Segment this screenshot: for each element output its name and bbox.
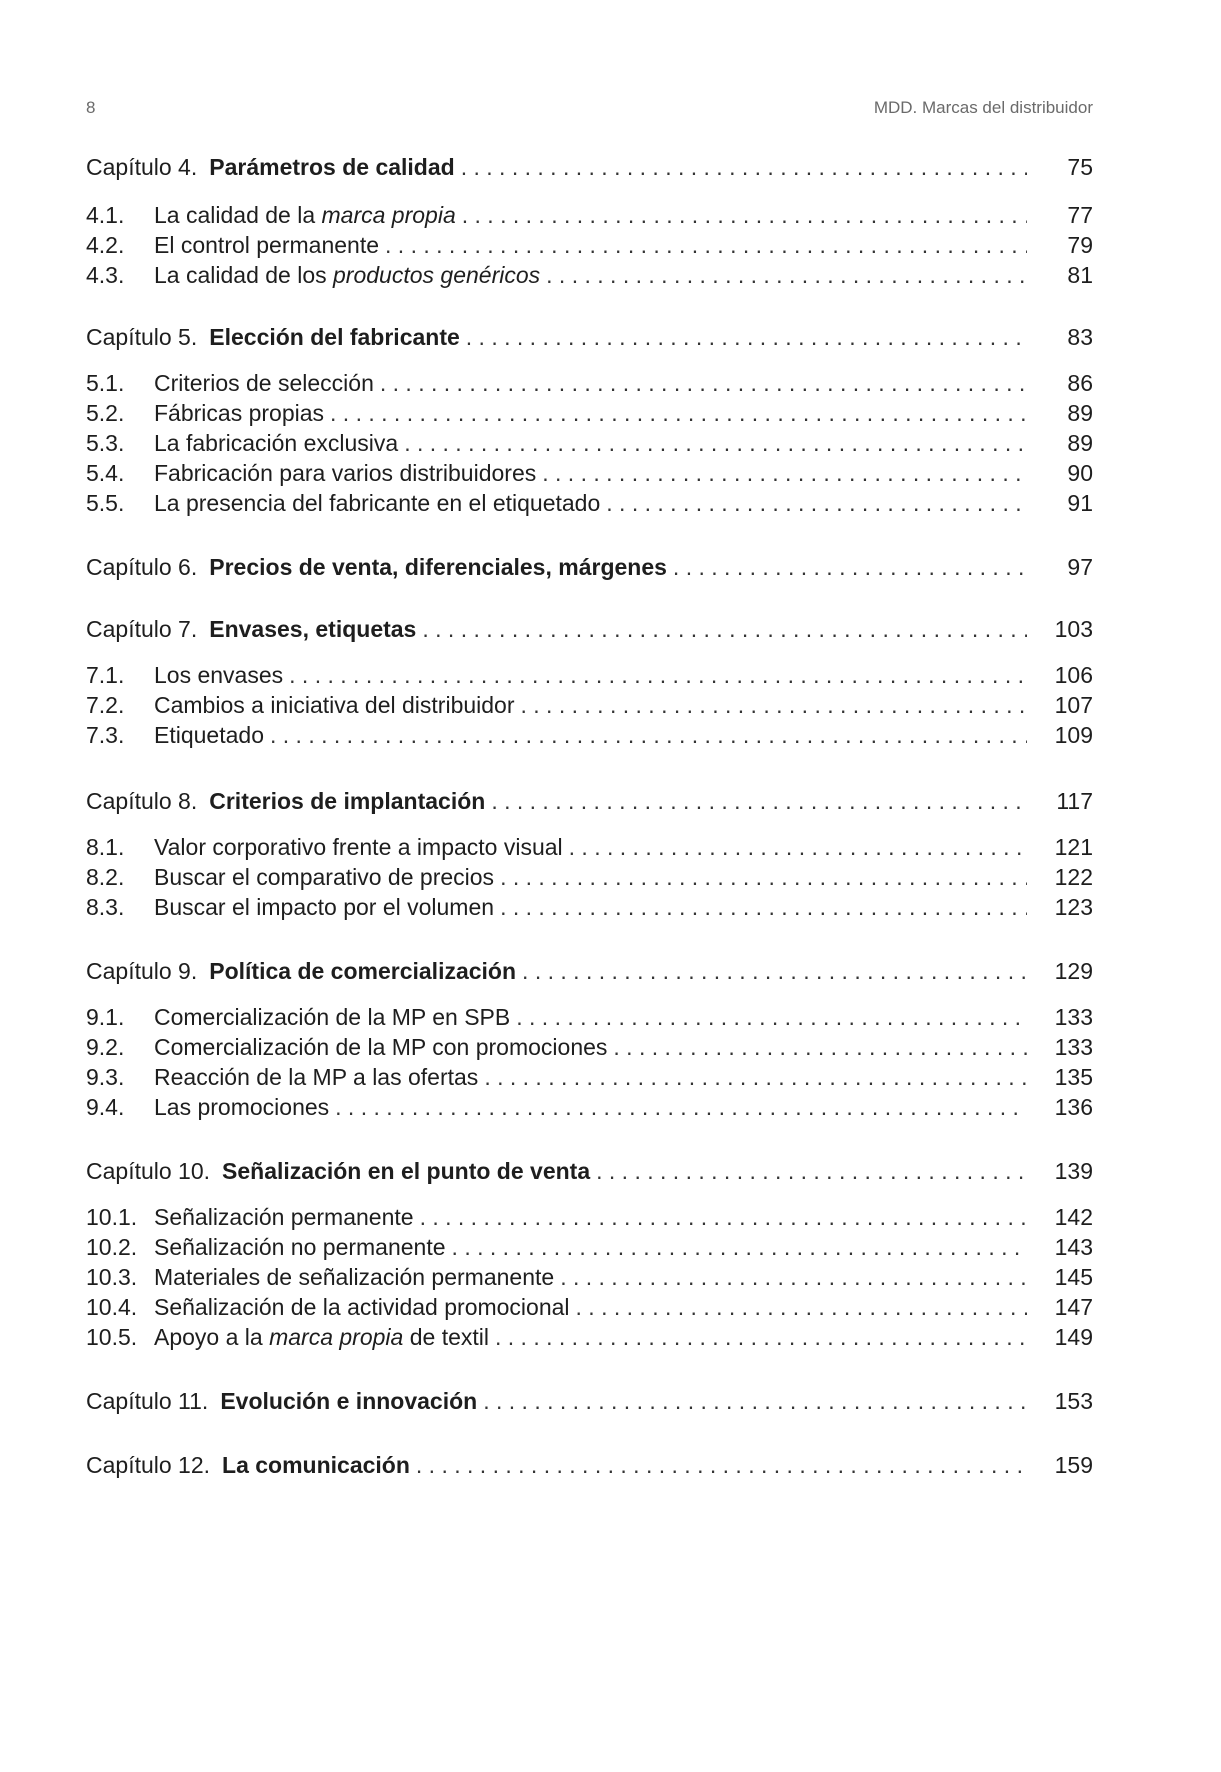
toc-section-entry[interactable] [86, 656, 1093, 688]
dot-leader [673, 554, 1027, 580]
running-title: MDD. Marcas del distribuidor [873, 98, 1093, 117]
entry-page-number: 109 [1054, 722, 1093, 748]
dot-leader [335, 1094, 1027, 1120]
entry-page-number: 90 [1067, 460, 1093, 486]
entry-page-number: 133 [1054, 1004, 1093, 1030]
entry-title: La fabricación exclusiva [154, 430, 399, 456]
page-number: 8 [86, 98, 96, 117]
toc-section-entry[interactable] [86, 1258, 1093, 1290]
entry-number: 4.1. [86, 202, 125, 228]
entry-page-number: 77 [1067, 202, 1093, 228]
dot-leader [462, 202, 1027, 228]
dot-leader [380, 370, 1027, 396]
entry-title: Elección del fabricante [209, 324, 460, 350]
entry-title: Fabricación para varios distribuidores [154, 460, 537, 486]
toc-section-entry[interactable] [86, 196, 1093, 228]
entry-number: 10.2. [86, 1234, 138, 1260]
entry-page-number: 159 [1054, 1452, 1093, 1478]
toc-section-entry[interactable] [86, 1028, 1093, 1060]
toc-section-entry[interactable] [86, 394, 1093, 426]
entry-page-number: 123 [1054, 894, 1093, 920]
entry-title: El control permanente [154, 232, 380, 258]
entry-title: Señalización en el punto de venta [222, 1158, 591, 1184]
toc-section-entry[interactable] [86, 716, 1093, 748]
dot-leader [422, 616, 1027, 642]
entry-number: 5.1. [86, 370, 125, 396]
entry-title: Etiquetado [154, 722, 264, 748]
entry-number: 9.4. [86, 1094, 125, 1120]
toc-section-entry[interactable] [86, 998, 1093, 1030]
dot-leader [491, 788, 1027, 814]
dot-leader [569, 834, 1027, 860]
toc-chapter-entry[interactable] [86, 548, 1093, 580]
entry-number: Capítulo 7. [86, 616, 198, 642]
entry-page-number: 86 [1067, 370, 1093, 396]
dot-leader [521, 692, 1028, 718]
dot-leader [466, 324, 1027, 350]
entry-number: 10.3. [86, 1264, 138, 1290]
entry-page-number: 106 [1054, 662, 1093, 688]
entry-title: Criterios de implantación [209, 788, 486, 814]
entry-number: 5.4. [86, 460, 125, 486]
dot-leader [576, 1294, 1027, 1320]
entry-title: Criterios de selección [154, 370, 374, 396]
entry-page-number: 143 [1054, 1234, 1093, 1260]
entry-number: 5.5. [86, 490, 125, 516]
entry-number: 9.2. [86, 1034, 125, 1060]
toc-chapter-entry[interactable] [86, 318, 1093, 350]
entry-page-number: 79 [1067, 232, 1093, 258]
entry-title: Fábricas propias [154, 400, 325, 426]
toc-chapter-entry[interactable] [86, 148, 1093, 180]
dot-leader [484, 1064, 1027, 1090]
entry-page-number: 75 [1067, 154, 1093, 180]
entry-number: Capítulo 12. [86, 1452, 211, 1478]
toc-section-entry[interactable] [86, 454, 1093, 486]
dot-leader [546, 262, 1027, 288]
entry-number: 7.2. [86, 692, 125, 718]
entry-number: 8.1. [86, 834, 125, 860]
entry-number: 8.2. [86, 864, 125, 890]
dot-leader [270, 722, 1027, 748]
entry-number: 4.2. [86, 232, 125, 258]
toc-section-entry[interactable] [86, 1228, 1093, 1260]
entry-title: La calidad de la marca propia [154, 202, 456, 228]
entry-number: Capítulo 6. [86, 554, 198, 580]
toc-chapter-entry[interactable] [86, 782, 1093, 814]
toc-chapter-entry[interactable] [86, 610, 1093, 642]
dot-leader [500, 894, 1027, 920]
dot-leader [452, 1234, 1027, 1260]
toc-section-entry[interactable] [86, 256, 1093, 288]
entry-page-number: 135 [1054, 1064, 1093, 1090]
entry-title: Valor corporativo frente a impacto visual [154, 834, 563, 860]
entry-title: La calidad de los productos genéricos [154, 262, 541, 288]
entry-title-emphasis: marca propia [269, 1324, 404, 1350]
entry-title: Precios de venta, diferenciales, márgenes [209, 554, 667, 580]
entry-number: 8.3. [86, 894, 125, 920]
entry-title: Buscar el comparativo de precios [154, 864, 495, 890]
toc-section-entry[interactable] [86, 828, 1093, 860]
dot-leader [420, 1204, 1027, 1230]
dot-leader [500, 864, 1027, 890]
dot-leader [461, 154, 1027, 180]
entry-number: Capítulo 11. [86, 1388, 209, 1414]
entry-number: 10.1. [86, 1204, 138, 1230]
entry-title: La comunicación [222, 1452, 410, 1478]
entry-title: Política de comercialización [209, 958, 517, 984]
entry-number: 9.1. [86, 1004, 125, 1030]
entry-number: Capítulo 10. [86, 1158, 211, 1184]
dot-leader [542, 460, 1027, 486]
entry-page-number: 103 [1054, 616, 1093, 642]
entry-page-number: 149 [1054, 1324, 1093, 1350]
entry-title: Comercialización de la MP con promociones [154, 1034, 608, 1060]
toc-chapter-entry[interactable] [86, 1446, 1093, 1478]
entry-number: 7.1. [86, 662, 125, 688]
entry-title: Comercialización de la MP en SPB [154, 1004, 511, 1030]
toc-section-entry[interactable] [86, 1088, 1093, 1120]
entry-title-emphasis: productos genéricos [333, 262, 541, 288]
dot-leader [385, 232, 1027, 258]
entry-number: 5.3. [86, 430, 125, 456]
entry-number: 7.3. [86, 722, 125, 748]
entry-title: Materiales de señalización permanente [154, 1264, 555, 1290]
entry-page-number: 139 [1054, 1158, 1093, 1184]
toc-chapter-entry[interactable] [86, 952, 1093, 984]
toc-section-entry[interactable] [86, 226, 1093, 258]
entry-title: La presencia del fabricante en el etiquetado [154, 490, 601, 516]
entry-title: Evolución e innovación [220, 1388, 478, 1414]
dot-leader [330, 400, 1027, 426]
entry-title: Señalización permanente [154, 1204, 414, 1230]
entry-page-number: 145 [1054, 1264, 1093, 1290]
entry-page-number: 133 [1054, 1034, 1093, 1060]
toc-section-entry[interactable] [86, 424, 1093, 456]
entry-number: Capítulo 5. [86, 324, 198, 350]
entry-page-number: 136 [1054, 1094, 1093, 1120]
entry-title: Buscar el impacto por el volumen [154, 894, 495, 920]
entry-page-number: 107 [1054, 692, 1093, 718]
dot-leader [606, 490, 1027, 516]
dot-leader [613, 1034, 1027, 1060]
entry-page-number: 89 [1067, 400, 1093, 426]
entry-number: Capítulo 9. [86, 958, 198, 984]
entry-title-emphasis: marca propia [321, 202, 456, 228]
entry-title: Parámetros de calidad [209, 154, 455, 180]
dot-leader [560, 1264, 1027, 1290]
dot-leader [289, 662, 1027, 688]
entry-title: Apoyo a la marca propia de textil [154, 1324, 489, 1350]
entry-title: Reacción de la MP a las ofertas [154, 1064, 479, 1090]
entry-title: Envases, etiquetas [209, 616, 417, 642]
toc-section-entry[interactable] [86, 1318, 1093, 1350]
toc-section-entry[interactable] [86, 858, 1093, 890]
entry-page-number: 153 [1054, 1388, 1093, 1414]
entry-title: Los envases [154, 662, 284, 688]
dot-leader [483, 1388, 1027, 1414]
entry-page-number: 129 [1054, 958, 1093, 984]
dot-leader [516, 1004, 1027, 1030]
entry-page-number: 142 [1054, 1204, 1093, 1230]
toc-chapter-entry[interactable] [86, 1152, 1093, 1184]
entry-page-number: 121 [1054, 834, 1093, 860]
entry-number: 10.5. [86, 1324, 138, 1350]
toc-section-entry[interactable] [86, 888, 1093, 920]
entry-page-number: 147 [1054, 1294, 1093, 1320]
entry-title: Señalización no permanente [154, 1234, 446, 1260]
dot-leader [404, 430, 1027, 456]
toc-chapter-entry[interactable] [86, 1382, 1093, 1414]
entry-number: 9.3. [86, 1064, 125, 1090]
toc-section-entry[interactable] [86, 1058, 1093, 1090]
entry-number: Capítulo 4. [86, 154, 198, 180]
toc-section-entry[interactable] [86, 1198, 1093, 1230]
entry-page-number: 117 [1056, 788, 1093, 814]
toc-section-entry[interactable] [86, 686, 1093, 718]
page-header [86, 98, 1093, 122]
entry-number: 10.4. [86, 1294, 138, 1320]
entry-title: Cambios a iniciativa del distribuidor [154, 692, 515, 718]
entry-page-number: 83 [1067, 324, 1093, 350]
entry-page-number: 91 [1067, 490, 1093, 516]
entry-number: 4.3. [86, 262, 125, 288]
entry-page-number: 97 [1067, 554, 1093, 580]
entry-page-number: 89 [1067, 430, 1093, 456]
entry-number: Capítulo 8. [86, 788, 198, 814]
entry-title: Señalización de la actividad promocional [154, 1294, 570, 1320]
entry-title: Las promociones [154, 1094, 330, 1120]
toc-section-entry[interactable] [86, 364, 1093, 396]
dot-leader [416, 1452, 1027, 1478]
entry-number: 5.2. [86, 400, 125, 426]
dot-leader [596, 1158, 1027, 1184]
dot-leader [495, 1324, 1027, 1350]
toc-section-entry[interactable] [86, 1288, 1093, 1320]
dot-leader [522, 958, 1027, 984]
entry-page-number: 122 [1054, 864, 1093, 890]
toc-section-entry[interactable] [86, 484, 1093, 516]
entry-page-number: 81 [1067, 262, 1093, 288]
